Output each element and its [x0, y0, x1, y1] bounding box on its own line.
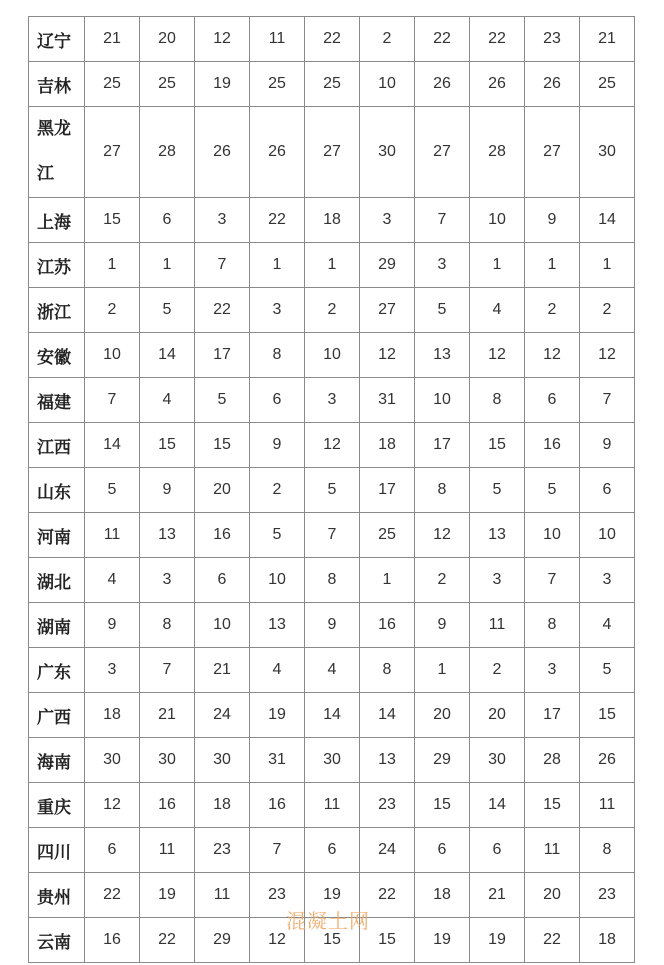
rank-cell: 25 — [305, 62, 360, 107]
rank-cell: 13 — [470, 513, 525, 558]
rank-cell: 9 — [305, 603, 360, 648]
rank-cell: 11 — [305, 783, 360, 828]
rank-cell: 26 — [195, 107, 250, 198]
rank-cell: 7 — [85, 378, 140, 423]
rank-cell: 8 — [305, 558, 360, 603]
rank-cell: 11 — [195, 873, 250, 918]
rank-cell: 26 — [250, 107, 305, 198]
rank-cell: 9 — [525, 198, 580, 243]
rank-cell: 6 — [250, 378, 305, 423]
rank-cell: 24 — [360, 828, 415, 873]
rank-cell: 15 — [305, 918, 360, 963]
rank-cell: 4 — [580, 603, 635, 648]
rank-cell: 21 — [85, 17, 140, 62]
rank-cell: 5 — [305, 468, 360, 513]
rank-cell: 6 — [470, 828, 525, 873]
rank-cell: 13 — [250, 603, 305, 648]
province-name-cell: 河南 — [29, 513, 85, 558]
rank-cell: 12 — [470, 333, 525, 378]
rank-cell: 3 — [305, 378, 360, 423]
rank-cell: 9 — [250, 423, 305, 468]
rank-cell: 13 — [415, 333, 470, 378]
rank-cell: 21 — [580, 17, 635, 62]
rank-cell: 10 — [305, 333, 360, 378]
rank-cell: 11 — [525, 828, 580, 873]
rank-cell: 19 — [250, 693, 305, 738]
rank-cell: 1 — [305, 243, 360, 288]
table-row — [29, 603, 635, 648]
rank-cell: 29 — [195, 918, 250, 963]
table-row — [29, 918, 635, 963]
table-row — [29, 17, 635, 62]
rank-cell: 5 — [195, 378, 250, 423]
table-row — [29, 873, 635, 918]
rank-cell: 3 — [140, 558, 195, 603]
province-name-cell: 海南 — [29, 738, 85, 783]
rank-cell: 4 — [140, 378, 195, 423]
rank-cell: 30 — [85, 738, 140, 783]
rank-cell: 15 — [415, 783, 470, 828]
rank-cell: 27 — [360, 288, 415, 333]
province-name-cell: 吉林 — [29, 62, 85, 107]
table-row — [29, 693, 635, 738]
province-name-cell: 辽宁 — [29, 17, 85, 62]
province-name-cell: 广西 — [29, 693, 85, 738]
rank-cell: 22 — [360, 873, 415, 918]
table-row — [29, 378, 635, 423]
rank-cell: 25 — [360, 513, 415, 558]
rank-cell: 19 — [305, 873, 360, 918]
rank-cell: 10 — [525, 513, 580, 558]
rank-cell: 1 — [415, 648, 470, 693]
rank-cell: 29 — [415, 738, 470, 783]
rank-cell: 6 — [415, 828, 470, 873]
rank-cell: 30 — [140, 738, 195, 783]
table-row — [29, 333, 635, 378]
rank-cell: 28 — [470, 107, 525, 198]
rank-cell: 2 — [360, 17, 415, 62]
rank-cell: 7 — [305, 513, 360, 558]
rank-cell: 15 — [360, 918, 415, 963]
rank-cell: 6 — [85, 828, 140, 873]
rank-cell: 5 — [85, 468, 140, 513]
rank-cell: 23 — [250, 873, 305, 918]
rank-cell: 3 — [470, 558, 525, 603]
rank-cell: 2 — [470, 648, 525, 693]
rank-cell: 17 — [360, 468, 415, 513]
rank-cell: 15 — [580, 693, 635, 738]
rank-cell: 8 — [470, 378, 525, 423]
rank-cell: 2 — [525, 288, 580, 333]
table-row — [29, 243, 635, 288]
rank-cell: 10 — [360, 62, 415, 107]
rank-cell: 6 — [195, 558, 250, 603]
rank-cell: 6 — [525, 378, 580, 423]
rank-cell: 23 — [195, 828, 250, 873]
rank-cell: 26 — [525, 62, 580, 107]
rank-cell: 12 — [250, 918, 305, 963]
province-name-cell: 湖北 — [29, 558, 85, 603]
rank-cell: 1 — [580, 243, 635, 288]
rank-cell: 30 — [195, 738, 250, 783]
rank-cell: 30 — [305, 738, 360, 783]
table-row — [29, 513, 635, 558]
rank-cell: 23 — [525, 17, 580, 62]
rank-cell: 1 — [525, 243, 580, 288]
rank-cell: 7 — [140, 648, 195, 693]
rank-cell: 3 — [360, 198, 415, 243]
rank-cell: 14 — [140, 333, 195, 378]
rank-cell: 11 — [580, 783, 635, 828]
table-body — [29, 17, 635, 963]
rank-cell: 8 — [360, 648, 415, 693]
rank-cell: 12 — [195, 17, 250, 62]
rank-cell: 22 — [525, 918, 580, 963]
rank-cell: 27 — [525, 107, 580, 198]
rank-cell: 3 — [415, 243, 470, 288]
province-name-cell: 云南 — [29, 918, 85, 963]
table-row — [29, 648, 635, 693]
rank-cell: 30 — [360, 107, 415, 198]
rank-cell: 3 — [250, 288, 305, 333]
rank-cell: 23 — [580, 873, 635, 918]
rank-cell: 5 — [580, 648, 635, 693]
rank-cell: 19 — [415, 918, 470, 963]
rank-cell: 14 — [360, 693, 415, 738]
rank-cell: 12 — [525, 333, 580, 378]
rank-cell: 16 — [360, 603, 415, 648]
province-name-cell: 黑龙江 — [29, 107, 85, 198]
rank-cell: 1 — [140, 243, 195, 288]
rank-cell: 20 — [140, 17, 195, 62]
rank-cell: 18 — [305, 198, 360, 243]
rank-cell: 29 — [360, 243, 415, 288]
rank-cell: 5 — [415, 288, 470, 333]
rank-cell: 15 — [525, 783, 580, 828]
rank-cell: 27 — [85, 107, 140, 198]
table-row — [29, 738, 635, 783]
rank-cell: 30 — [470, 738, 525, 783]
rank-cell: 25 — [140, 62, 195, 107]
watermark-text: 混凝土网 — [286, 909, 370, 933]
rank-cell: 22 — [415, 17, 470, 62]
rank-cell: 26 — [580, 738, 635, 783]
rank-cell: 8 — [250, 333, 305, 378]
table-row — [29, 107, 635, 198]
rank-cell: 10 — [580, 513, 635, 558]
rank-cell: 18 — [415, 873, 470, 918]
rank-cell: 31 — [360, 378, 415, 423]
rank-cell: 19 — [470, 918, 525, 963]
rank-cell: 31 — [250, 738, 305, 783]
rank-cell: 28 — [140, 107, 195, 198]
rank-cell: 19 — [140, 873, 195, 918]
rank-cell: 24 — [195, 693, 250, 738]
rank-cell: 16 — [250, 783, 305, 828]
rank-cell: 20 — [415, 693, 470, 738]
rank-cell: 9 — [85, 603, 140, 648]
province-name-cell: 广东 — [29, 648, 85, 693]
rank-cell: 18 — [195, 783, 250, 828]
province-name-cell: 浙江 — [29, 288, 85, 333]
rank-cell: 11 — [140, 828, 195, 873]
table-row — [29, 62, 635, 107]
rank-cell: 2 — [415, 558, 470, 603]
province-name-cell: 安徽 — [29, 333, 85, 378]
rank-cell: 4 — [85, 558, 140, 603]
rank-cell: 30 — [580, 107, 635, 198]
rank-cell: 7 — [195, 243, 250, 288]
province-name-cell: 江西 — [29, 423, 85, 468]
rank-cell: 19 — [195, 62, 250, 107]
rank-cell: 10 — [85, 333, 140, 378]
rank-cell: 14 — [305, 693, 360, 738]
rank-cell: 2 — [580, 288, 635, 333]
rank-cell: 22 — [140, 918, 195, 963]
rank-cell: 9 — [580, 423, 635, 468]
province-name-cell: 福建 — [29, 378, 85, 423]
rank-cell: 15 — [195, 423, 250, 468]
rank-cell: 9 — [140, 468, 195, 513]
rank-cell: 17 — [525, 693, 580, 738]
rank-cell: 12 — [360, 333, 415, 378]
rank-cell: 21 — [195, 648, 250, 693]
rank-cell: 7 — [580, 378, 635, 423]
province-name-cell: 贵州 — [29, 873, 85, 918]
rank-cell: 20 — [470, 693, 525, 738]
rank-cell: 22 — [470, 17, 525, 62]
province-name-cell: 上海 — [29, 198, 85, 243]
rank-cell: 22 — [85, 873, 140, 918]
rank-cell: 5 — [250, 513, 305, 558]
rank-cell: 14 — [470, 783, 525, 828]
province-ranking-table — [28, 16, 635, 963]
rank-cell: 18 — [360, 423, 415, 468]
rank-cell: 2 — [85, 288, 140, 333]
rank-cell: 1 — [85, 243, 140, 288]
rank-cell: 8 — [140, 603, 195, 648]
rank-cell: 16 — [195, 513, 250, 558]
rank-cell: 9 — [415, 603, 470, 648]
rank-cell: 3 — [525, 648, 580, 693]
rank-cell: 18 — [580, 918, 635, 963]
rank-cell: 12 — [580, 333, 635, 378]
rank-cell: 7 — [415, 198, 470, 243]
rank-cell: 22 — [305, 17, 360, 62]
rank-cell: 14 — [85, 423, 140, 468]
rank-cell: 27 — [415, 107, 470, 198]
rank-cell: 1 — [360, 558, 415, 603]
rank-cell: 25 — [580, 62, 635, 107]
rank-cell: 25 — [250, 62, 305, 107]
rank-cell: 11 — [85, 513, 140, 558]
rank-cell: 16 — [525, 423, 580, 468]
rank-cell: 7 — [525, 558, 580, 603]
rank-cell: 5 — [470, 468, 525, 513]
table-row — [29, 423, 635, 468]
table-row — [29, 558, 635, 603]
rank-cell: 8 — [415, 468, 470, 513]
rank-cell: 26 — [470, 62, 525, 107]
rank-cell: 10 — [250, 558, 305, 603]
rank-cell: 10 — [470, 198, 525, 243]
rank-cell: 5 — [140, 288, 195, 333]
rank-cell: 1 — [250, 243, 305, 288]
rank-cell: 17 — [415, 423, 470, 468]
rank-cell: 3 — [195, 198, 250, 243]
province-name-cell: 湖南 — [29, 603, 85, 648]
rank-cell: 13 — [140, 513, 195, 558]
rank-cell: 12 — [85, 783, 140, 828]
rank-cell: 23 — [360, 783, 415, 828]
table-row — [29, 783, 635, 828]
rank-cell: 20 — [525, 873, 580, 918]
rank-cell: 7 — [250, 828, 305, 873]
table-row — [29, 198, 635, 243]
province-name-cell: 重庆 — [29, 783, 85, 828]
table-row — [29, 288, 635, 333]
table-row — [29, 828, 635, 873]
rank-cell: 12 — [415, 513, 470, 558]
rank-cell: 5 — [525, 468, 580, 513]
rank-cell: 28 — [525, 738, 580, 783]
rank-cell: 21 — [470, 873, 525, 918]
rank-cell: 25 — [85, 62, 140, 107]
rank-cell: 13 — [360, 738, 415, 783]
rank-cell: 11 — [250, 17, 305, 62]
rank-cell: 4 — [470, 288, 525, 333]
table-row — [29, 468, 635, 513]
rank-cell: 27 — [305, 107, 360, 198]
rank-cell: 16 — [85, 918, 140, 963]
rank-cell: 18 — [85, 693, 140, 738]
rank-cell: 2 — [305, 288, 360, 333]
rank-cell: 12 — [305, 423, 360, 468]
rank-cell: 22 — [250, 198, 305, 243]
rank-cell: 8 — [580, 828, 635, 873]
rank-cell: 6 — [305, 828, 360, 873]
province-name-cell: 四川 — [29, 828, 85, 873]
rank-cell: 14 — [580, 198, 635, 243]
rank-cell: 4 — [250, 648, 305, 693]
rank-cell: 20 — [195, 468, 250, 513]
rank-cell: 4 — [305, 648, 360, 693]
rank-cell: 3 — [85, 648, 140, 693]
rank-cell: 6 — [580, 468, 635, 513]
rank-cell: 17 — [195, 333, 250, 378]
rank-cell: 8 — [525, 603, 580, 648]
rank-cell: 2 — [250, 468, 305, 513]
rank-cell: 10 — [415, 378, 470, 423]
rank-cell: 15 — [140, 423, 195, 468]
rank-cell: 3 — [580, 558, 635, 603]
rank-cell: 1 — [470, 243, 525, 288]
rank-cell: 21 — [140, 693, 195, 738]
rank-cell: 22 — [195, 288, 250, 333]
province-name-cell: 山东 — [29, 468, 85, 513]
rank-cell: 6 — [140, 198, 195, 243]
province-name-cell: 江苏 — [29, 243, 85, 288]
rank-cell: 11 — [470, 603, 525, 648]
rank-cell: 15 — [85, 198, 140, 243]
rank-cell: 26 — [415, 62, 470, 107]
rank-cell: 16 — [140, 783, 195, 828]
rank-cell: 15 — [470, 423, 525, 468]
rank-cell: 10 — [195, 603, 250, 648]
